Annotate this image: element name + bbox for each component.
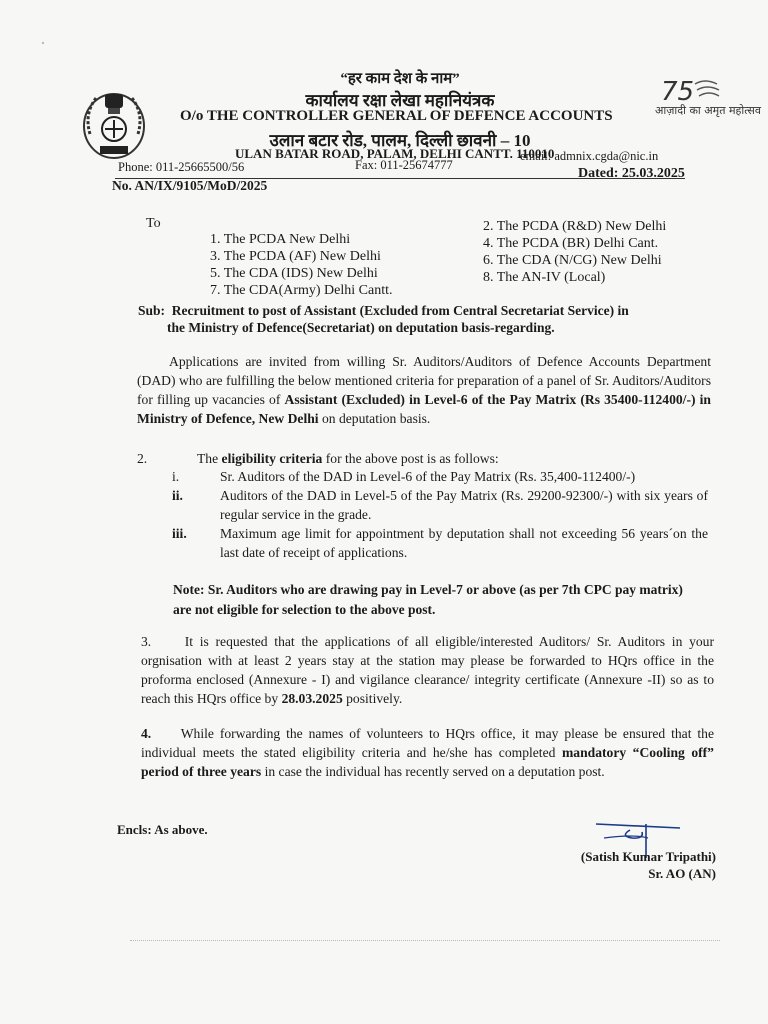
address-english: ULAN BATAR ROAD, PALAM, DELHI CANTT. 110010 (235, 146, 555, 161)
azadi-logo-text: आज़ादी का अमृत महोत्सव (655, 104, 761, 117)
address-hindi: उलान बटार रोड, पालम, दिल्ली छावनी – 10 (269, 131, 531, 150)
signatory-designation: Sr. AO (AN) (648, 866, 716, 881)
para4-tail: in case the individual has recently served on a deputation post. (261, 764, 605, 779)
para4-text: While forwarding the names of volunteers to HQrs office, it may please be ensured that the individual meets the stated eligibility criteria and he/she has completed (141, 726, 714, 760)
footer-rule (130, 940, 720, 941)
paragraph-3 (141, 632, 714, 708)
paragraph-2 (137, 451, 711, 467)
para2-number: 2. (137, 451, 148, 466)
para3-text: It is requested that the applications of all eligible/interested Auditors/ Sr. Auditors in your orgnisation with at least 2 years stay at the station may please be forwarded to HQrs office in the proforma enclosed (Annexure - I) and vigilance clearance/ integrity certificate (Annexure -II) so as to reach this HQrs office by (141, 634, 714, 706)
letter-date: Dated: 25.03.2025 (578, 166, 685, 181)
signatory-block (568, 848, 716, 882)
motto: “हर काम देश के नाम” (340, 71, 460, 87)
emblem-icon (78, 84, 150, 162)
subject-line-2: the Ministry of Defence(Secretariat) on deputation basis-regarding. (167, 320, 555, 335)
para2-pre: The (197, 451, 222, 466)
enclosure-note: Encls: As above. (117, 822, 208, 837)
para2-post: for the above post is as follows: (322, 451, 499, 466)
para3-deadline: 28.03.2025 (281, 691, 343, 706)
eligibility-note: Note: Sr. Auditors who are drawing pay in Level-7 or above (as per 7th CPC pay matrix) are not eligible for selection to the above post. (173, 582, 683, 617)
fax-number: Fax: 011-25674777 (355, 158, 453, 172)
para1-bold: Assistant (Excluded) in Level-6 of the Pay Matrix (Rs 35400-112400/-) in Ministry of Defence, New Delhi (137, 392, 711, 426)
scan-speck (40, 40, 46, 46)
email-address: email: admnix.cgda@nic.in (520, 149, 659, 163)
para1-text: Applications are invited from willing Sr. Auditors/Auditors of Defence Accounts Department (DAD) who are fulfilling the below mentioned criteria for preparation of a panel of Sr. Auditors/Auditors for filling up vacancies of (137, 354, 711, 407)
addressee: 1. The PCDA New Delhi (210, 232, 351, 247)
para1-tail: on deputation basis. (318, 411, 431, 426)
para2-bold: eligibility criteria (221, 451, 323, 466)
office-name-hindi: कार्यालय रक्षा लेखा महानियंत्रक (305, 91, 495, 110)
svg-text:75: 75 (661, 77, 695, 107)
paragraph-4 (141, 724, 714, 781)
addressee-list-left (210, 231, 393, 299)
addressee: 5. The CDA (IDS) New Delhi (210, 266, 378, 281)
subject (138, 302, 698, 336)
subject-line-1: Recruitment to post of Assistant (Excluded from Central Secretariat Service) in (171, 303, 629, 318)
para4-bold: mandatory “Cooling off” period of three years (141, 745, 714, 779)
addressee: 2. The PCDA (R&D) New Delhi (483, 219, 667, 234)
office-name-english: O/o THE CONTROLLER GENERAL OF DEFENCE ACCOUNTS (180, 108, 613, 124)
criteria-item: i. Sr. Auditors of the DAD in Level-6 of the Pay Matrix (Rs. 35,400-112400/-) (172, 469, 636, 484)
paragraph-1 (137, 352, 711, 428)
addressee: 7. The CDA(Army) Delhi Cantt. (210, 283, 393, 298)
subject-label: Sub: (138, 303, 166, 318)
addressee: 6. The CDA (N/CG) New Delhi (483, 253, 662, 268)
signatory-name: (Satish Kumar Tripathi) (580, 849, 716, 864)
addressee: 3. The PCDA (AF) New Delhi (210, 249, 381, 264)
para4-number: 4. (141, 726, 152, 741)
addressee: 4. The PCDA (BR) Delhi Cant. (483, 236, 659, 251)
phone-number: Phone: 011-25665500/56 (118, 160, 245, 174)
para3-number: 3. (141, 634, 152, 649)
criteria-item: ii. Auditors of the DAD in Level-5 of the Pay Matrix (Rs. 29200-92300/-) with six years of regular service in the grade. (172, 488, 708, 522)
criteria-item: iii. Maximum age limit for appointment by deputation shall not exceeding 56 years´on the last date of receipt of applications. (172, 526, 708, 560)
eligibility-criteria-list (172, 467, 712, 567)
addressee-list-right (483, 218, 666, 286)
to-label: To (146, 216, 161, 231)
para3-tail: positively. (342, 691, 403, 706)
addressee: 8. The AN-IV (Local) (483, 270, 606, 285)
reference-number: No. AN/IX/9105/MoD/2025 (112, 178, 268, 193)
